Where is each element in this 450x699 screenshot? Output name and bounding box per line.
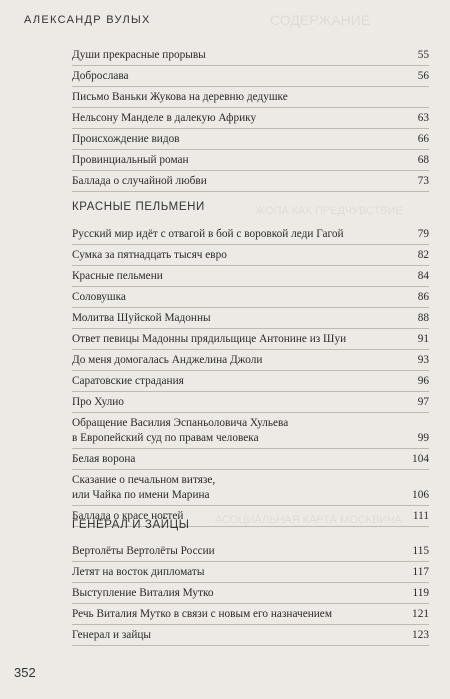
toc-entry-title-line: Про Хулио — [72, 396, 124, 408]
toc-entry — [72, 625, 429, 646]
toc-entry-page: 104 — [412, 453, 429, 465]
toc-entry — [72, 150, 429, 171]
toc-entry-title — [72, 248, 412, 263]
toc-entry — [72, 45, 429, 66]
toc-entry-page: 55 — [417, 49, 429, 61]
toc-entry-title — [72, 311, 412, 326]
toc-entry-title-line: Души прекрасные прорывы — [72, 49, 206, 61]
toc-list — [72, 224, 429, 527]
toc-entry-title — [72, 132, 412, 147]
toc-entry-title-line: в Европейский суд по правам человека — [72, 432, 259, 444]
toc-entry-page: 82 — [417, 249, 429, 261]
toc-entry-title — [72, 374, 412, 389]
toc-entry-title — [72, 416, 412, 446]
toc-entry-title-line: До меня домогалась Анджелина Джоли — [72, 354, 263, 366]
bleed-through-text: СОДЕРЖАНИЕ — [270, 12, 371, 28]
toc-entry — [72, 470, 429, 506]
toc-entry-title — [72, 628, 406, 643]
toc-entry — [72, 371, 429, 392]
toc-entry-title-line: Саратовские страдания — [72, 375, 184, 387]
toc-entry-title-line: Генерал и зайцы — [72, 629, 151, 641]
toc-entry-title — [72, 69, 412, 84]
toc-entry-title-line: Письмо Ваньки Жукова на деревню дедушке — [72, 91, 288, 103]
toc-entry-page: 97 — [417, 396, 429, 408]
toc-entry-title — [72, 544, 406, 559]
toc-entry-page: 99 — [417, 432, 429, 444]
toc-entry-title — [72, 452, 406, 467]
toc-entry-page: 91 — [417, 333, 429, 345]
toc-entry-title — [72, 227, 412, 242]
toc-entry-page: 68 — [417, 154, 429, 166]
toc-entry-title-line: Выступление Виталия Мутко — [72, 587, 214, 599]
toc-entry — [72, 541, 429, 562]
toc-entry — [72, 329, 429, 350]
toc-entry — [72, 108, 429, 129]
toc-entry-page: 93 — [417, 354, 429, 366]
toc-entry-page: 79 — [417, 228, 429, 240]
toc-entry-title-line: Вертолёты Вертолёты России — [72, 545, 215, 557]
toc-entry-page: 73 — [417, 175, 429, 187]
toc-entry-title-line: Соловушка — [72, 291, 126, 303]
toc-entry-title — [72, 395, 412, 410]
toc-entry-title-line: Красные пельмени — [72, 270, 163, 282]
toc-entry-title-line: Летят на восток дипломаты — [72, 566, 205, 578]
toc-entry-page: 111 — [412, 510, 429, 522]
toc-entry — [72, 287, 429, 308]
toc-entry — [72, 171, 429, 192]
toc-entry-title — [72, 565, 406, 580]
toc-entry-page: 88 — [417, 312, 429, 324]
toc-entry-page: 66 — [417, 133, 429, 145]
toc-entry-title-line: Белая ворона — [72, 453, 136, 465]
section-title: ГЕНЕРАЛ И ЗАЙЦЫ — [72, 519, 190, 531]
toc-entry-title-line: Речь Виталия Мутко в связи с новым его назначением — [72, 608, 332, 620]
toc-entry — [72, 129, 429, 150]
toc-entry-page: 121 — [412, 608, 429, 620]
toc-entry — [72, 583, 429, 604]
toc-entry — [72, 449, 429, 470]
toc-entry-title-line: Сказание о печальном витязе, — [72, 474, 216, 486]
toc-entry-title — [72, 153, 412, 168]
toc-entry-title — [72, 290, 412, 305]
toc-entry-title-line: Русский мир идёт с отвагой в бой с воровкой леди Гагой — [72, 228, 344, 240]
bleed-through-text: ЖОПА КАК ПРЕДЧУВСТВИЕ — [255, 205, 403, 217]
bleed-through-text: АСОЦИАЛЬНАЯ КАРТА МОСКВИЧА — [215, 514, 403, 526]
toc-entry-title — [72, 111, 412, 126]
toc-entry-page: 56 — [417, 70, 429, 82]
toc-entry-title — [72, 174, 412, 189]
toc-entry-title-line: Происхождение видов — [72, 133, 180, 145]
toc-entry-page: 84 — [417, 270, 429, 282]
toc-entry-title-line: или Чайка по имени Марина — [72, 489, 210, 501]
toc-entry — [72, 413, 429, 449]
toc-entry-title — [72, 269, 412, 284]
running-header-author: АЛЕКСАНДР ВУЛЫХ — [24, 14, 151, 26]
toc-entry — [72, 66, 429, 87]
toc-entry-page: 86 — [417, 291, 429, 303]
toc-entry-page: 96 — [417, 375, 429, 387]
toc-entry — [72, 245, 429, 266]
toc-entry — [72, 224, 429, 245]
toc-entry-title-line: Доброслава — [72, 70, 129, 82]
toc-entry-title — [72, 48, 412, 63]
toc-entry-page: 117 — [412, 566, 429, 578]
toc-entry-page: 119 — [412, 587, 429, 599]
toc-entry-title — [72, 607, 406, 622]
toc-entry-title — [72, 473, 406, 503]
toc-entry — [72, 562, 429, 583]
toc-entry-title-line: Обращение Василия Эспаньоловича Хульева — [72, 417, 289, 429]
toc-entry-title-line: Ответ певицы Мадонны прядильщице Антонине из Шуи — [72, 333, 347, 345]
toc-entry-page: 106 — [412, 489, 429, 501]
toc-entry-page: 115 — [412, 545, 429, 557]
toc-list — [72, 541, 429, 646]
toc-entry-title-line: Баллада о случайной любви — [72, 175, 207, 187]
page-number: 352 — [14, 665, 36, 680]
toc-entry — [72, 350, 429, 371]
toc-entry — [72, 266, 429, 287]
toc-entry-title-line: Молитва Шуйской Мадонны — [72, 312, 211, 324]
toc-entry-title — [72, 332, 412, 347]
toc-entry — [72, 308, 429, 329]
toc-entry-title — [72, 90, 423, 105]
toc-entry-page: 123 — [412, 629, 429, 641]
toc-entry — [72, 392, 429, 413]
toc-entry-title-line: Провинциальный роман — [72, 154, 189, 166]
toc-entry-page: 63 — [417, 112, 429, 124]
toc-entry — [72, 604, 429, 625]
section-title: КРАСНЫЕ ПЕЛЬМЕНИ — [72, 201, 205, 213]
toc-entry-title — [72, 353, 412, 368]
toc-list — [72, 45, 429, 192]
toc-entry-title-line: Баллада о красе ногтей — [72, 510, 184, 522]
toc-entry-title — [72, 586, 406, 601]
toc-entry — [72, 87, 429, 108]
toc-entry-title-line: Нельсону Манделе в далекую Африку — [72, 112, 257, 124]
toc-entry-title-line: Сумка за пятнадцать тысяч евро — [72, 249, 227, 261]
